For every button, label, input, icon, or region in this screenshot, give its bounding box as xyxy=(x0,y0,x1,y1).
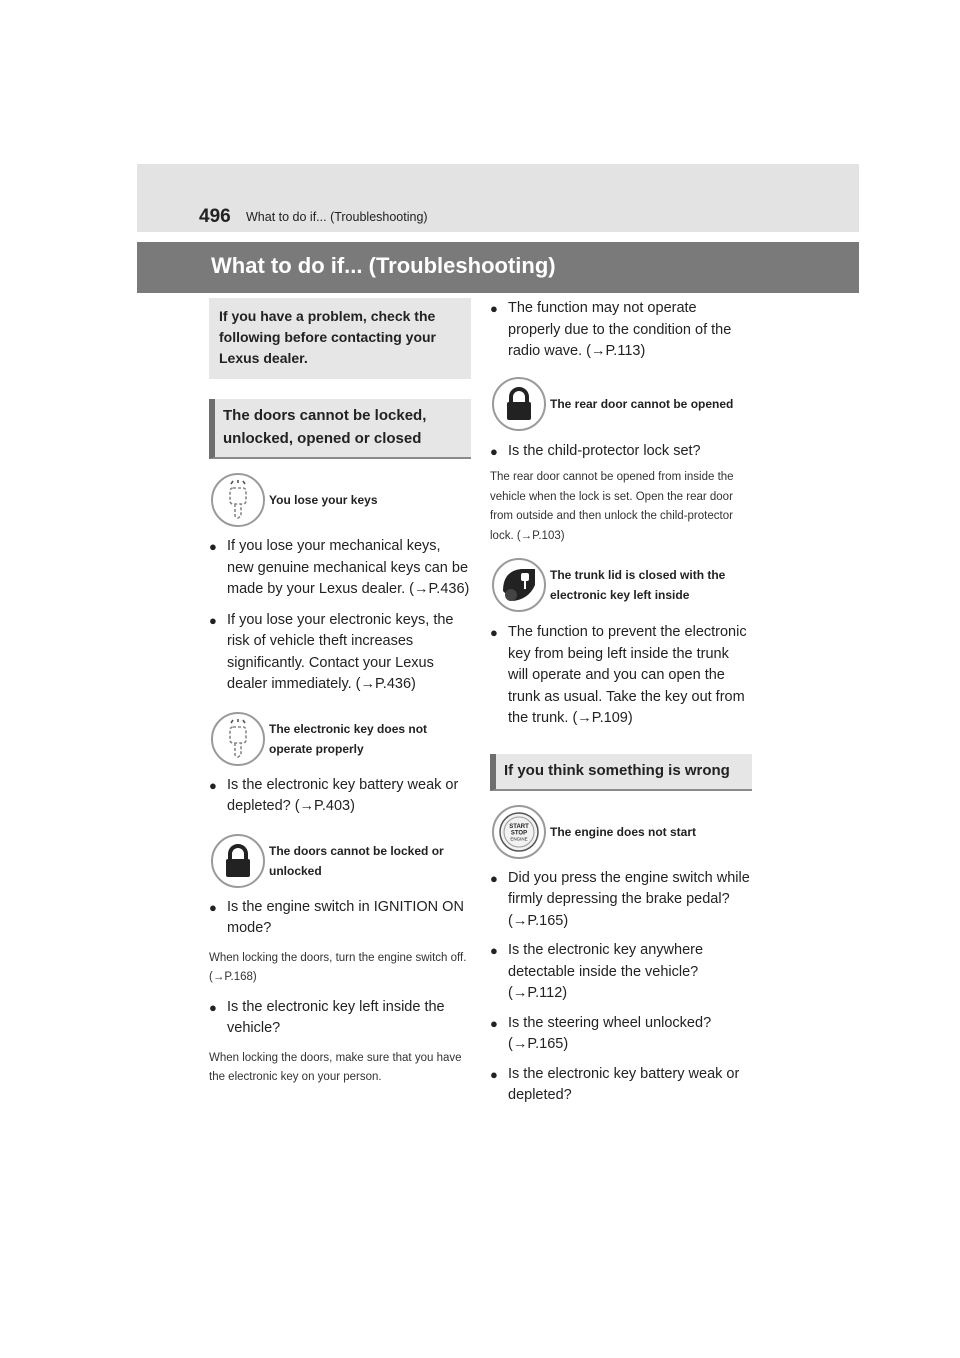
doors-not-locked-label: The doors cannot be locked or unlocked xyxy=(269,843,444,878)
bullet-icon: ● xyxy=(490,1015,498,1031)
right-column xyxy=(490,298,752,1107)
bullet-icon: ● xyxy=(490,943,498,958)
bullet-text: Is the steering wheel unlocked? (→P.165) xyxy=(508,1014,712,1052)
bullet-text: Is the electronic key anywhere detectable inside the vehicle? (→P.112) xyxy=(508,942,704,1001)
bullet-icon: ● xyxy=(209,999,217,1015)
key-icon xyxy=(211,473,265,527)
engine-label: ENGINE xyxy=(510,836,528,841)
key-icon xyxy=(211,712,265,766)
bullet-text: Is the child-protector lock set? xyxy=(508,442,701,459)
running-title: What to do if... (Troubleshooting) xyxy=(246,210,428,224)
bullet-text: Is the electronic key battery weak or depleted? (→P.403) xyxy=(227,776,459,814)
bullet-icon: ● xyxy=(490,625,498,640)
bullet-item xyxy=(209,610,471,696)
bullet-icon: ● xyxy=(490,301,498,316)
bullet-icon: ● xyxy=(490,1066,498,1082)
intro-box: If you have a problem, check the following before contacting your Lexus dealer. xyxy=(209,298,471,379)
page-number: 496 xyxy=(199,206,231,227)
bullet-icon: ● xyxy=(209,899,217,915)
bullet-text: The function may not operate properly due to the condition of the radio wave. (→P.113) xyxy=(508,300,732,359)
bullet-icon: ● xyxy=(490,443,498,459)
bullet-text: Is the electronic key left inside the vehicle? xyxy=(227,998,445,1036)
bullet-item xyxy=(490,1013,752,1056)
bullet-text: Is the electronic key battery weak or depleted? xyxy=(508,1065,740,1103)
bullet-item xyxy=(209,997,471,1040)
section-doors-heading: The doors cannot be locked, unlocked, opened or closed xyxy=(209,399,471,459)
key-not-operate-row xyxy=(211,712,471,766)
bullet-icon: ● xyxy=(209,539,217,554)
title-bar xyxy=(137,242,859,293)
trunk-key-icon xyxy=(492,558,546,612)
page-title: What to do if... (Troubleshooting) xyxy=(211,253,556,278)
padlock-icon xyxy=(211,834,265,888)
doors-not-locked-row xyxy=(211,834,471,888)
bullet-item xyxy=(209,536,471,601)
bullet-text: Did you press the engine switch while firmly depressing the brake pedal? (→P.165) xyxy=(508,869,750,929)
trunk-label: The trunk lid is closed with the electronic key left inside xyxy=(550,568,726,602)
key-not-operate-label: The electronic key does not operate properly xyxy=(269,721,428,756)
bullet-item xyxy=(490,940,752,1005)
bullet-item xyxy=(490,622,752,730)
rear-door-label: The rear door cannot be opened xyxy=(550,396,734,411)
lose-keys-row xyxy=(211,473,471,527)
engine-row xyxy=(492,805,752,859)
rear-door-row xyxy=(492,377,752,431)
stop-label: STOP xyxy=(510,830,528,836)
bullet-icon: ● xyxy=(209,777,217,793)
left-column xyxy=(209,298,471,1088)
trunk-row xyxy=(492,558,752,612)
engine-start-label: The engine does not start xyxy=(550,824,697,839)
bullet-item xyxy=(490,868,752,933)
bullet-item xyxy=(209,897,471,940)
bullet-icon: ● xyxy=(209,612,217,628)
bullet-text: Is the engine switch in IGNITION ON mode? xyxy=(227,898,464,936)
bullet-text: If you lose your electronic keys, the risk of vehicle theft increases significantly. Contact your Lexus dealer immediately. (→P.436) xyxy=(227,611,454,692)
bullet-text: If you lose your mechanical keys, new genuine mechanical keys can be made by your Lexus dealer. (→P.436) xyxy=(227,538,470,597)
start-label: START xyxy=(509,823,529,830)
bullet-item xyxy=(490,441,752,463)
note-text: When locking the doors, turn the engine switch off. (→P.168) xyxy=(209,951,467,983)
bullet-text: The function to prevent the electronic key from being left inside the trunk will operate and you can open the trunk as usual. Take the key out from the trunk. (→P.109) xyxy=(508,624,747,726)
note-text: The rear door cannot be opened from inside the vehicle when the lock is set. Open the rear door from outside and then unlock the child-protector lock. (→P.103) xyxy=(490,471,734,542)
bullet-icon: ● xyxy=(490,870,498,886)
bullet-item xyxy=(209,775,471,818)
note-text: When locking the doors, make sure that you have the electronic key on your person. xyxy=(209,1051,462,1083)
start-stop-button-icon xyxy=(492,805,546,859)
bullet-item xyxy=(490,298,752,363)
section-wrong-heading: If you think something is wrong xyxy=(490,754,752,791)
lose-keys-label: You lose your keys xyxy=(269,493,378,507)
padlock-icon xyxy=(492,377,546,431)
bullet-item xyxy=(490,1064,752,1107)
